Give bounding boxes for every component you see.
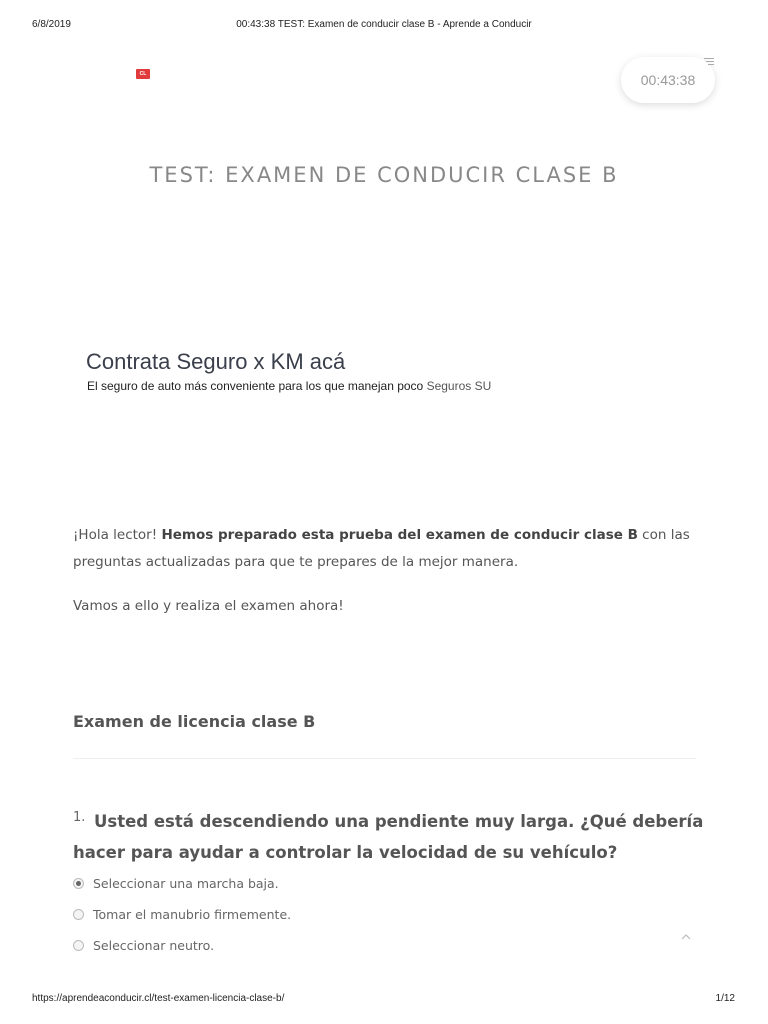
question-text: Usted está descendiendo una pendiente muy larga. ¿Qué debería hacer para ayudar a controlar la velocidad de su vehículo? bbox=[73, 812, 704, 862]
answer-option-3[interactable] bbox=[73, 938, 214, 953]
print-title: 00:43:38 TEST: Examen de conducir clase B - Aprende a Conducir bbox=[236, 19, 532, 30]
quiz-timer: 00:43:38 bbox=[621, 57, 715, 103]
site-logo[interactable]: CL bbox=[136, 69, 150, 79]
ad-sponsor-link[interactable]: Seguros SU bbox=[426, 379, 492, 393]
ad-title[interactable]: Contrata Seguro x KM acá bbox=[86, 349, 346, 374]
intro-cta: Vamos a ello y realiza el examen ahora! bbox=[73, 598, 344, 614]
option-label: Tomar el manubrio firmemente. bbox=[93, 907, 292, 922]
menu-icon[interactable] bbox=[704, 58, 714, 66]
intro-bold: Hemos preparado esta prueba del examen de conducir clase B bbox=[161, 527, 638, 543]
ad-subtitle bbox=[87, 379, 491, 393]
answer-option-1[interactable] bbox=[73, 876, 279, 891]
print-url: https://aprendeaconducir.cl/test-examen-licencia-clase-b/ bbox=[32, 993, 285, 1004]
radio-button[interactable] bbox=[73, 940, 84, 951]
print-page-number: 1/12 bbox=[715, 993, 735, 1004]
question-number: 1. bbox=[73, 810, 86, 825]
intro-greeting: ¡Hola lector! bbox=[73, 527, 162, 543]
radio-button-checked[interactable] bbox=[73, 878, 84, 889]
section-title: Examen de licencia clase B bbox=[73, 712, 316, 731]
page-title: TEST: EXAMEN DE CONDUCIR CLASE B bbox=[149, 163, 619, 187]
answer-option-2[interactable] bbox=[73, 907, 291, 922]
print-date: 6/8/2019 bbox=[32, 19, 71, 30]
intro-rest: con las preguntas actualizadas para que te prepares de la mejor manera. bbox=[73, 527, 690, 570]
option-label: Seleccionar neutro. bbox=[93, 938, 215, 953]
intro-paragraph bbox=[73, 522, 703, 576]
radio-button[interactable] bbox=[73, 909, 84, 920]
option-label: Seleccionar una marcha baja. bbox=[93, 876, 279, 891]
divider bbox=[73, 758, 696, 759]
chevron-up-icon[interactable] bbox=[679, 930, 693, 944]
ad-subtitle-text: El seguro de auto más conveniente para los que manejan poco bbox=[87, 379, 424, 393]
